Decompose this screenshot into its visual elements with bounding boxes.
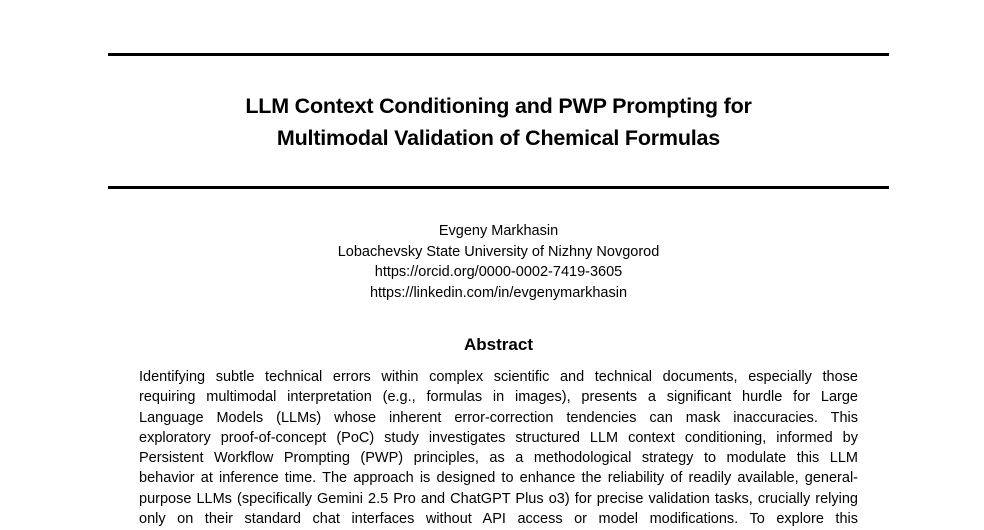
author-name: Evgeny Markhasin xyxy=(438,223,559,239)
abstract-line: Identifying subtle technical errors within complex scientific and technical documents, especially those xyxy=(139,369,858,385)
abstract-line: behavior at inference time. The approach is designed to enhance the reliability of readily available, general- xyxy=(139,470,858,487)
author-orcid-link[interactable]: https://orcid.org/0000-0002-7419-3605 xyxy=(374,264,623,280)
abstract-line: requiring multimodal interpretation (e.g., formulas in images), presents a significant hurdle for Large xyxy=(139,389,858,406)
abstract-line: Language Models (LLMs) whose inherent error-correction tendencies can mask inaccuracies. This xyxy=(139,409,858,426)
abstract-line: purpose LLMs (specifically Gemini 2.5 Pro and ChatGPT Plus o3) for precise validation tasks, crucially relying xyxy=(139,490,858,507)
author-affiliation: Lobachevsky State University of Nizhny Novgorod xyxy=(337,243,660,260)
author-linkedin-link[interactable]: https://linkedin.com/in/evgenymarkhasin xyxy=(369,284,628,301)
paper-title-line-1: LLM Context Conditioning and PWP Prompting for xyxy=(245,94,752,118)
paper-title xyxy=(108,90,889,154)
abstract-heading: Abstract xyxy=(464,335,533,354)
paper-title-line-2: Multimodal Validation of Chemical Formulas xyxy=(276,126,721,150)
bottom-rule xyxy=(108,186,889,189)
top-rule xyxy=(108,53,889,56)
author-block xyxy=(108,221,889,303)
abstract-line: Persistent Workflow Prompting (PWP) principles, as a methodological strategy to modulate this LLM xyxy=(139,450,858,467)
abstract-body xyxy=(139,367,858,529)
abstract-line: only on their standard chat interfaces without API access or model modifications. To explore this xyxy=(139,511,858,528)
abstract-line: exploratory proof-of-concept (PoC) study investigates structured LLM context conditioning, informed by xyxy=(139,429,858,446)
